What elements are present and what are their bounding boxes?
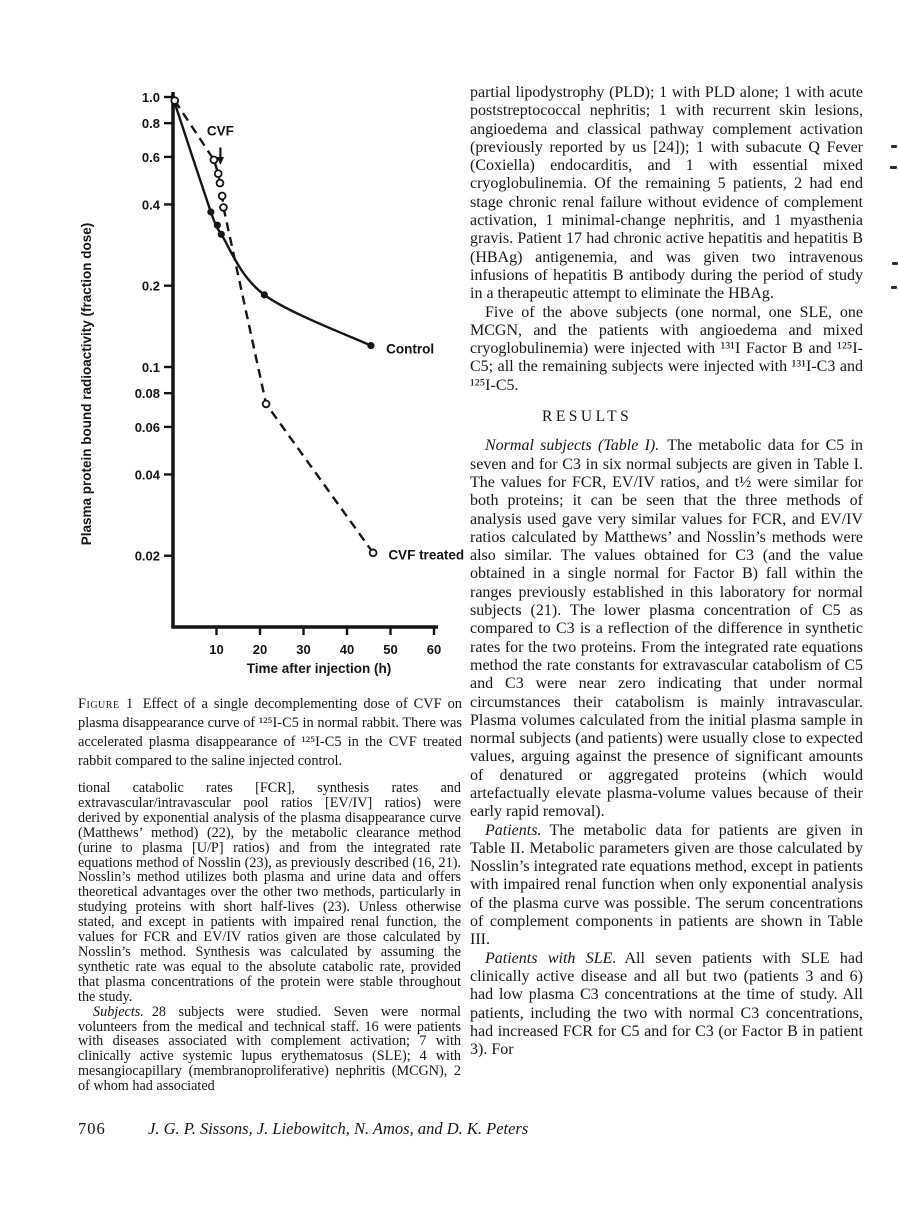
paragraph: partial lipodystrophy (PLD); 1 with PLD alone; 1 with acute poststreptococcal nephritis; 1 with recurrent skin lesions, angioedema and classical pathway complement activation (previously reported by us [24]); 1 with subacute Q Fever (Coxiella) endocarditis, and 1 with essential mixed cryoglobulinemia. Of the remaining 5 patients, 2 had end stage chronic renal failure without evidence of complement activation, 1 minimal-change nephritis, and 1 myasthenia gravis. Patient 17 had chronic active hepatitis and hepatitis B (HBAg) antigenemia, and was given two intravenous infusions of hepatitis B antibody during the period of study in a therapeutic attempt to eliminate the HBAg.	[470, 84, 863, 303]
paragraph: Normal subjects (Table I). The metabolic data for C5 in seven and for C3 in six normal subjects are given in Table I. The values for FCR, EV/IV ratios, and t½ were similar for both proteins; it can be seen that the three methods of analysis used gave very similar values for FCR, and EV/IV ratios calculated by Matthews’ and Nosslin’s methods were also similar. The values obtained for C3 (and the value obtained in a single normal for Factor B) fall within the ranges previously established in this laboratory for normal subjects (21). The lower plasma concentration of C5 as compared to C3 is a reflection of the difference in synthetic rates for the two proteins. From the integrated rate equations method the rate constants for extravascular catabolism of C5 and C3 were near zero indicating that under normal circumstances their catabolism is mainly intravascular. Plasma volumes calculated from the initial plasma sample in normal subjects (and patients) were usually close to expected values, arguing against the presence of significant amounts of denatured or aggregated proteins (which would artefactually elevate plasma-volume values because of their early rapid removal).	[470, 437, 863, 821]
page-footer	[78, 1119, 858, 1139]
svg-text:40: 40	[339, 642, 355, 657]
footer-authors: J. G. P. Sissons, J. Liebowitch, N. Amos, and D. K. Peters	[148, 1119, 529, 1138]
scan-artifact	[892, 262, 898, 265]
figure-1-caption	[78, 695, 462, 771]
svg-text:Control: Control	[386, 341, 435, 357]
scan-artifact	[891, 145, 897, 148]
svg-text:0.04: 0.04	[134, 467, 160, 483]
svg-text:0.1: 0.1	[141, 360, 160, 375]
run-in-heading: Patients with SLE.	[485, 949, 617, 967]
scan-artifact	[890, 166, 897, 169]
svg-text:0.8: 0.8	[141, 116, 160, 132]
svg-text:CVF: CVF	[206, 123, 234, 139]
figure-1-chart	[76, 84, 476, 684]
svg-text:60: 60	[426, 642, 442, 657]
svg-text:10: 10	[209, 642, 224, 657]
svg-text:0.6: 0.6	[141, 149, 160, 165]
svg-text:0.02: 0.02	[134, 548, 160, 564]
svg-text:1.0: 1.0	[141, 90, 160, 105]
svg-text:0.4: 0.4	[141, 197, 160, 213]
figure-block	[76, 84, 476, 684]
subjects-paragraph: Subjects. 28 subjects were studied. Seven were normal volunteers from the medical and technical staff. 16 were patients with diseases associated with complement activation; 7 with clinically active systemic lupus erythematosus (SLE); 4 with mesangiocapillary (membranoproliferative) nephritis (MCGN), 2 of whom had associated	[78, 1003, 461, 1095]
run-in-heading: Normal subjects (Table I).	[485, 437, 660, 455]
caption-label: Figure 1	[78, 696, 134, 713]
svg-text:20: 20	[252, 642, 268, 657]
run-in-heading: Patients.	[485, 821, 542, 839]
caption-text: Effect of a single decomplementing dose of CVF on plasma disappearance curve of ¹²⁵I-C5 in normal rabbit. There was accelerated plasma disappearance of ¹²⁵I-C5 in the CVF treated rabbit compared to the saline injected control.	[78, 696, 462, 770]
svg-text:30: 30	[296, 642, 311, 657]
paragraph: Five of the above subjects (one normal, one SLE, one MCGN, and the patients with angioedema and mixed cryoglobulinemia) were injected with ¹³¹I Factor B and ¹²⁵I-C5; all the remaining subjects were injected with ¹³¹I-C3 and ¹²⁵I-C5.	[470, 303, 863, 394]
svg-text:Time after injection (h): Time after injection (h)	[246, 661, 392, 676]
run-in-heading: Subjects.	[93, 1003, 144, 1020]
svg-text:0.08: 0.08	[134, 386, 160, 402]
scan-artifact	[891, 286, 897, 289]
svg-text:CVF treated: CVF treated	[388, 547, 465, 563]
methods-paragraph: tional catabolic rates [FCR], synthesis rates and extravascular/intravascular pool ratios [EV/IV] ratios) were derived by exponential analysis of the plasma disappearance curve (Matthews’ method) (22), by the metabolic clearance method (urine to plasma [U/P] ratios) and from the integrated rate equations method of Nosslin (23), as previously described (16, 21). Nosslin’s method utilizes both plasma and urine data and offers theoretical advantages over the other two methods, particularly in studying proteins with short half-lives (23). Unless otherwise stated, and except in patients with impaired renal function, the values for FCR and EV/IV ratios given are those calculated by Nosslin’s method. Synthesis was calculated by assuming the synthetic rate was equal to the absolute catabolic rate, provided that plasma concentrations of the protein were stable throughout the study.	[78, 780, 461, 1005]
paragraph: Patients with SLE. All seven patients with SLE had clinically active disease and all but two (patients 3 and 6) had low plasma C3 concentrations at the time of study. All patients, including the two with normal C3 concentrations, had increased FCR for C5 and for C3 (or Factor B in patient 3). For	[470, 949, 864, 1059]
page-number: 706	[78, 1119, 106, 1138]
svg-text:Plasma protein bound radioacti: Plasma protein bound radioactivity (fraction dose)	[79, 222, 94, 546]
paragraph: Patients. The metabolic data for patients are given in Table II. Metabolic parameters given are those calculated by Nosslin’s integrated rate equations method, except in patients with impaired renal function when only exponential analysis of the plasma curve was possible. The serum concentrations of complement components in patients are shown in Table III.	[470, 821, 863, 949]
svg-text:50: 50	[383, 642, 398, 657]
left-column	[78, 781, 461, 1094]
right-column	[470, 84, 863, 1059]
svg-text:0.2: 0.2	[141, 278, 160, 294]
results-heading: RESULTS	[542, 408, 633, 426]
svg-text:0.06: 0.06	[134, 419, 160, 435]
